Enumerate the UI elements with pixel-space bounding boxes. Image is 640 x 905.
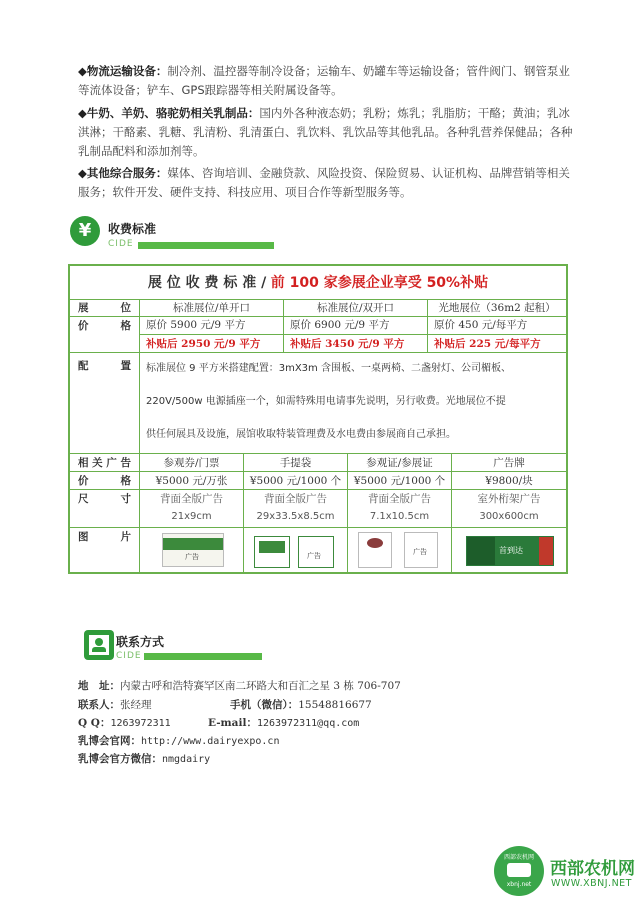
config-line: 标准展位 9 平方米搭建配置：3mX3m 含围板、一桌两椅、二盏射灯、公司楣板、 (146, 363, 511, 374)
orig-price: 原价 450 元/每平方 (434, 319, 528, 331)
subsidy-price: 补贴后 2950 元/9 平方 (140, 334, 283, 353)
size-cell: 室外桁架广告 300x600cm (452, 490, 566, 528)
contact-icon (84, 630, 114, 660)
config-text (140, 353, 566, 454)
section-sub: CIDE (116, 651, 142, 661)
size-label: 尺 寸 (70, 490, 140, 528)
section-sub: CIDE (108, 239, 134, 249)
contact-website[interactable]: 乳博会官网：http://www.dairyexpo.cn (78, 735, 280, 747)
category-text: 媒体、咨询培训、金融贷款、风险投资、保险贸易、认证机构、品牌营销等相关服务；软件开发、硬件支持、科技应用、项目合作等新型服务等。 (78, 166, 570, 199)
ad-price: ¥5000 元/万张 (140, 472, 244, 490)
config-line: 供任何展具及设施，展馆收取特装管理费及水电费由参展商自己承担。 (146, 429, 456, 440)
ad-label: 相 关 广 告 (70, 454, 140, 472)
category-services (78, 164, 578, 202)
ad-price-label: 价 格 (70, 472, 140, 490)
booth-type: 光地展位（36m2 起租） (428, 300, 566, 317)
bag-image (254, 536, 290, 568)
size-cell: 背面全版广告 7.1x10.5cm (348, 490, 452, 528)
pic-badge (348, 528, 452, 572)
size-cell: 背面全版广告 29x33.5x8.5cm (244, 490, 348, 528)
contact-person: 联系人：张经理 (78, 699, 152, 711)
bullet-icon: ◆ (78, 64, 87, 78)
subsidy-price: 补贴后 225 元/每平方 (428, 334, 566, 353)
category-title: 物流运输设备： (86, 64, 168, 78)
contact-qq: Q Q：1263972311 (78, 717, 171, 729)
booth-type: 标准展位/单开口 (140, 300, 284, 317)
pic-label: 图 片 (70, 528, 140, 572)
billboard-image: 首到达 (466, 536, 554, 566)
watermark-name: 西部农机网 (550, 859, 635, 879)
price-cell (428, 317, 566, 353)
yen-icon: ¥ (70, 216, 100, 246)
ad-item: 手提袋 (244, 454, 348, 472)
pic-ticket (140, 528, 244, 572)
subsidy-price: 补贴后 3450 元/9 平方 (284, 334, 427, 353)
badge-image: 广告 (404, 532, 438, 568)
section-bar (144, 653, 262, 660)
ad-item: 参观证/参展证 (348, 454, 452, 472)
price-cell (140, 317, 284, 353)
category-logistics (78, 62, 578, 100)
booth-type: 标准展位/双开口 (284, 300, 428, 317)
ad-price: ¥9800/块 (452, 472, 566, 490)
section-title-contact: 联系方式 (116, 635, 165, 649)
category-text: 国内外各种液态奶；乳粉；炼乳；乳脂肪；干酪；黄油；乳冰淇淋；干酪素、乳糖、乳清粉、乳清蛋白、乳饮料、乳饮品等其他乳品。各种乳营养保健品；各种乳制品配料和添加剂等。 (78, 106, 573, 158)
category-dairy (78, 104, 578, 161)
price-cell (284, 317, 428, 353)
category-title: 牛奶、羊奶、骆驼奶相关乳制品： (86, 106, 260, 120)
contact-mobile: 手机（微信）：15548816677 (230, 699, 372, 711)
ad-item: 广告牌 (452, 454, 566, 472)
price-label: 价 格 (70, 317, 140, 353)
orig-price: 原价 5900 元/9 平方 (146, 319, 246, 331)
contact-wechat: 乳博会官方微信：nmgdairy (78, 753, 211, 765)
ad-price: ¥5000 元/1000 个 (244, 472, 348, 490)
ad-price: ¥5000 元/1000 个 (348, 472, 452, 490)
bullet-icon: ◆ (78, 166, 87, 180)
category-title: 其他综合服务： (86, 166, 168, 180)
config-label: 配 置 (70, 353, 140, 454)
fee-table (68, 264, 568, 574)
watermark-url: WWW.XBNJ.NET (551, 878, 632, 889)
section-bar (138, 242, 274, 249)
contact-address: 地 址：内蒙古呼和浩特赛罕区南二环路大和百汇之星 3 栋 706-707 (78, 680, 401, 692)
booth-label: 展 位 (70, 300, 140, 317)
table-header: 展 位 收 费 标 准 / 前 100 家参展企业享受 50%补贴 (70, 266, 566, 300)
section-title-fee: 收费标准 (108, 222, 157, 236)
contact-email: E-mail：1263972311@qq.com (208, 717, 360, 729)
badge-image (358, 532, 392, 568)
bullet-icon: ◆ (78, 106, 87, 120)
orig-price: 原价 6900 元/9 平方 (290, 319, 390, 331)
pic-bag (244, 528, 348, 572)
bag-image: 广告 (298, 536, 334, 568)
pic-billboard (452, 528, 566, 572)
watermark-badge-icon: 西部农机网 xbnj.net (494, 846, 544, 896)
ticket-image: 广告 (162, 533, 224, 567)
category-text: 制冷剂、温控器等制冷设备；运输车、奶罐车等运输设备；管件阀门、钢管泵业等流体设备；铲车、GPS跟踪器等相关附属设备等。 (78, 64, 570, 97)
size-cell: 背面全版广告 21x9cm (140, 490, 244, 528)
config-line: 220V/500w 电源插座一个，如需特殊用电请事先说明，另行收费。光地展位不提 (146, 396, 506, 407)
ad-item: 参观券/门票 (140, 454, 244, 472)
